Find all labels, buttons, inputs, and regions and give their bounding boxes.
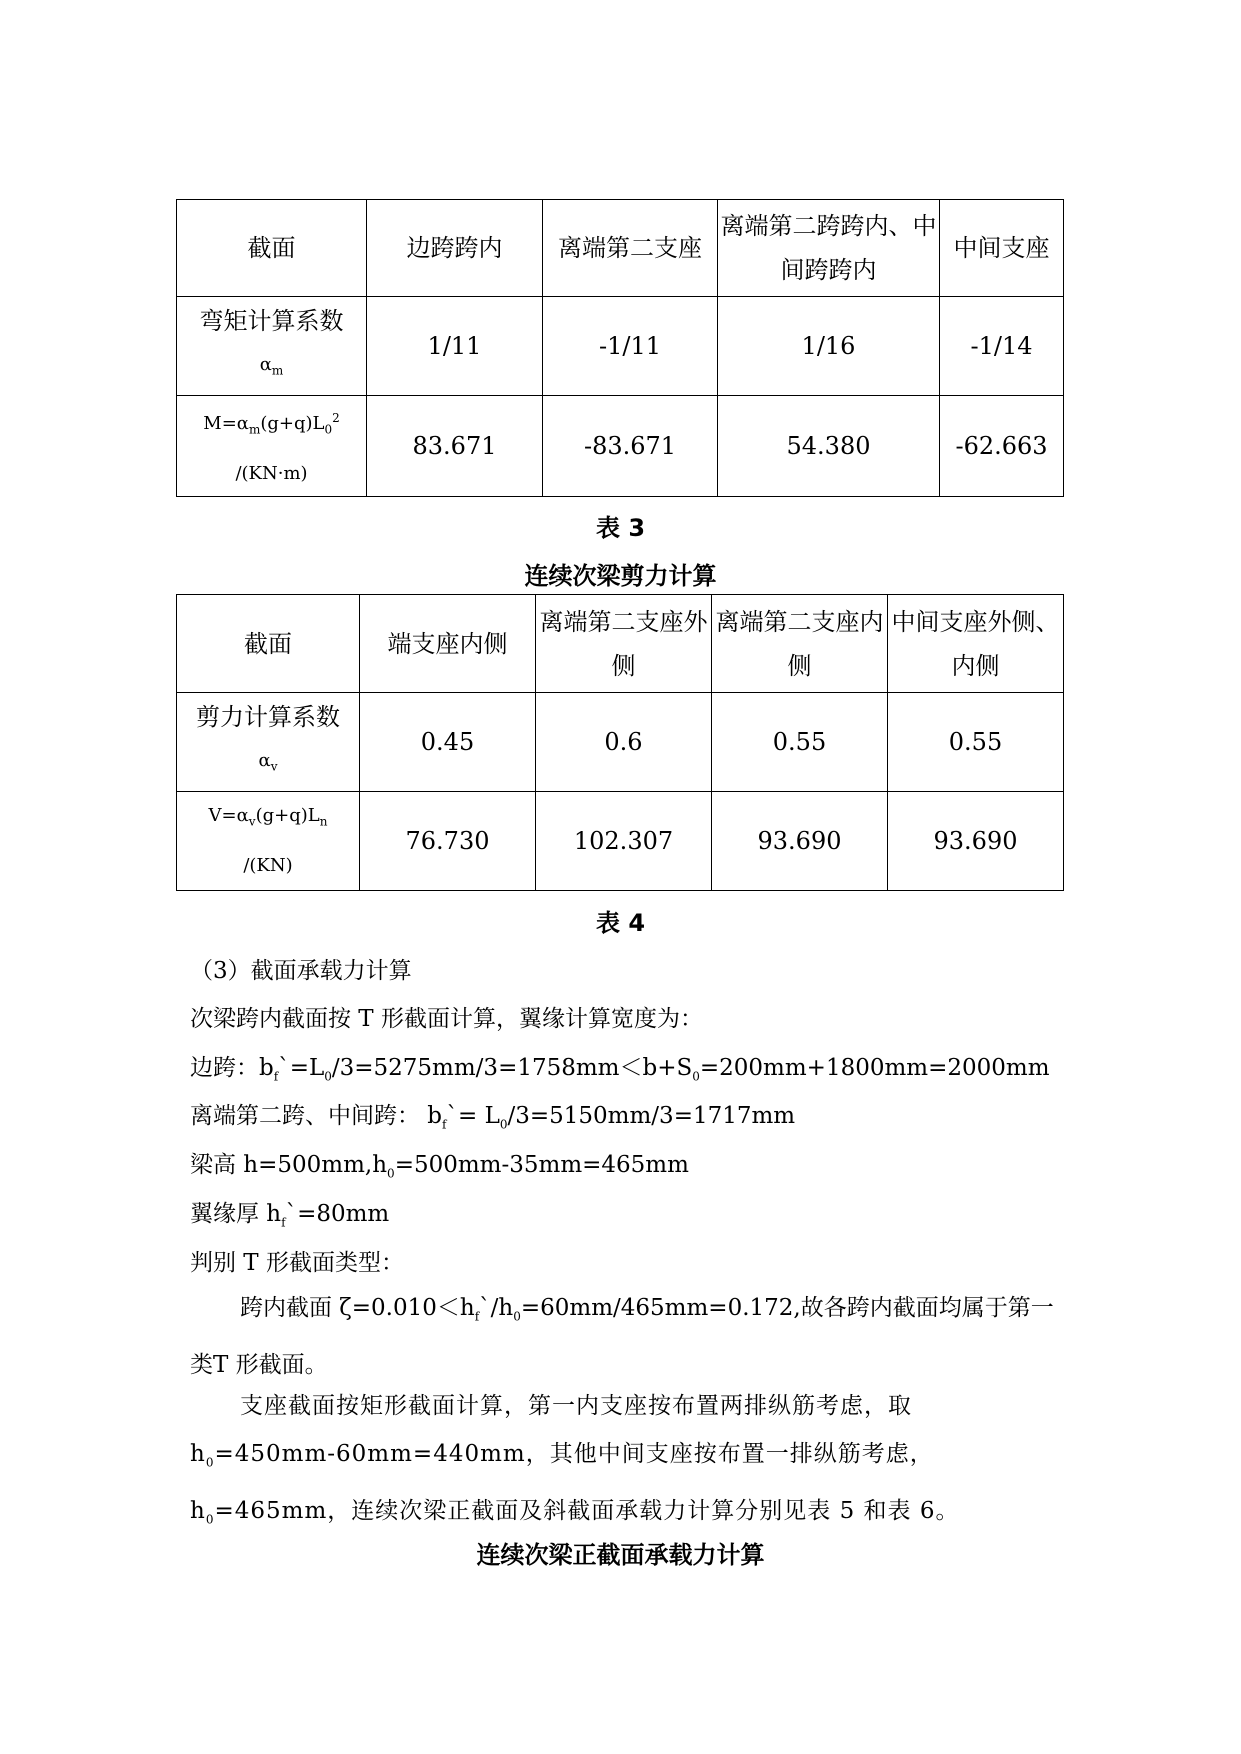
table-cell: 102.307 [536,792,712,891]
table-cell: 0.45 [360,693,536,792]
paragraph: 支座截面按矩形截面计算，第一内支座按布置两排纵筋考虑，取 $h_0=450mm-60mm=440mm$，其他中间支座按布置一排纵筋考虑，$h_0=465mm$，连续次梁正截面及斜截面承载力计算分别见表 5 和表 6。 [190,1393,960,1527]
section-heading: （3）截面承载力计算 [190,958,412,984]
row-label [177,297,367,396]
table-cell: 93.690 [888,792,1064,891]
header-cell: 离端第二支座内侧 [712,595,888,693]
text-line: 判别 T 形截面类型： [190,1250,404,1276]
header-cell: 截面 [177,200,367,297]
row-label-main: 弯矩计算系数 [199,307,344,336]
header-cell: 离端第二跨跨内、中间跨跨内 [718,200,940,297]
header-cell: 中间支座 [940,200,1064,297]
table-title: 连续次梁剪力计算 [524,562,717,590]
unit: /(KN) [243,854,293,876]
row-label-main: 剪力计算系数 [196,703,340,732]
moment-table [176,199,1064,497]
table-cell: -1/11 [543,297,718,396]
row-label-symbol: $\alpha_m$ [259,354,284,378]
table-cell: 1/11 [367,297,543,396]
row-label [177,693,360,792]
table-cell: -1/14 [940,297,1064,396]
table-cell: 1/16 [718,297,940,396]
table-cell: 54.380 [718,396,940,497]
table-caption: 表 3 [595,514,646,542]
table-cell: -62.663 [940,396,1064,497]
text-line: 边跨：$b_f`=L_0/3=5275mm/3=1758mm<b+S_0=200mm+1800mm=2000mm$ [190,1055,1050,1084]
unit: /(KN·m) [235,462,308,484]
table-cell: 76.730 [360,792,536,891]
table-cell: -83.671 [543,396,718,497]
row-label [177,792,360,891]
table-cell: 0.55 [712,693,888,792]
header-cell: 边跨跨内 [367,200,543,297]
text-line: 次梁跨内截面按 T 形截面计算，翼缘计算宽度为： [190,1006,703,1032]
formula: $V=\alpha_v(g+q)L_n$ [208,805,328,829]
table-caption: 表 4 [595,909,646,937]
header-cell: 中间支座外侧、内侧 [888,595,1064,693]
table-cell: 0.6 [536,693,712,792]
shear-table [176,594,1064,891]
header-cell: 截面 [177,595,360,693]
row-label-symbol: $\alpha_v$ [258,750,278,774]
header-cell: 端支座内侧 [360,595,536,693]
header-cell: 离端第二支座外侧 [536,595,712,693]
table-cell: 83.671 [367,396,543,497]
row-label [177,396,367,497]
text-line: 离端第二跨、中间跨： $b_f`= L_0/3=5150mm/3=1717mm$ [190,1103,796,1132]
text-line: 翼缘厚 $h_f`=80mm$ [190,1201,390,1230]
header-cell: 离端第二支座 [543,200,718,297]
paragraph: 跨内截面 $\zeta=0.010<h_f`/h_0=60mm/465mm=0.172$,故各跨内截面均属于第一类T 形截面。 [190,1295,1054,1378]
text-line: 梁高 $h=500mm,h_0=500mm-35mm=465mm$ [190,1152,689,1181]
formula: $M=\alpha_m(g+q)L_0^2$ [203,411,340,437]
table-cell: 93.690 [712,792,888,891]
table-cell: 0.55 [888,693,1064,792]
table-title: 连续次梁正截面承载力计算 [476,1541,765,1569]
